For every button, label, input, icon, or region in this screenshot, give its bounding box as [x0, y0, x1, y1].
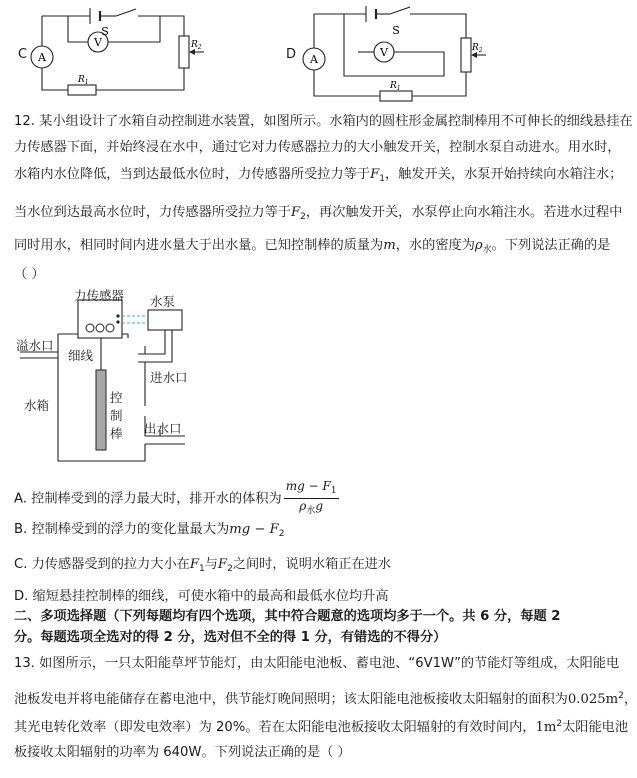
- q12-option-b: [14, 522, 285, 542]
- circuit-d-switch-label: S: [392, 24, 400, 37]
- q13-line-3: [14, 716, 628, 736]
- figure-overflow-label: 溢水口: [16, 338, 54, 353]
- circuit-d-label: D: [286, 47, 297, 62]
- water-pump-box: [148, 310, 182, 330]
- q12-line-3: [14, 167, 622, 187]
- circuit-c-switch-label: S: [101, 25, 109, 38]
- svg-text:R2: [190, 40, 202, 51]
- q12-option-a-num-sub: 1: [330, 486, 337, 496]
- circuit-d-voltmeter-letter: V: [380, 46, 388, 59]
- q12-option-a: [14, 479, 339, 518]
- q12-mass: m: [383, 238, 396, 253]
- svg-text:R1: [77, 75, 89, 86]
- q12-option-a-rho: ρ: [299, 499, 307, 513]
- q12-option-b-math: mg − F: [229, 522, 279, 537]
- q12-f2-sub: 2: [300, 212, 306, 222]
- q12-answer-bracket: （ ）: [14, 267, 45, 282]
- q12-line-4: [14, 205, 622, 225]
- q12-option-c: [14, 557, 391, 577]
- q12-option-c-f2: F: [217, 557, 228, 572]
- q12-option-a-text: A. 控制棒受到的浮力最大时，排开水的体积为: [14, 491, 282, 507]
- q12-option-c-b: 之间时，说明水箱正在进水: [232, 557, 392, 572]
- q13-line-3-a: 其光电转化效率（即发电效率）为 20%。若在太阳能电池板接收太阳辐射的有效时间内，: [14, 720, 536, 735]
- q13-unit-area-sup: 2: [556, 719, 563, 729]
- q12-line-5-b: ，水的密度为: [395, 238, 475, 253]
- q13-area-sup: 2: [618, 691, 624, 701]
- circuit-c-voltmeter-letter: V: [94, 36, 102, 49]
- q12-rho: ρ: [474, 238, 483, 253]
- q12-rho-sub: 水: [482, 245, 492, 255]
- q13-area-value: 0.025m: [567, 692, 619, 707]
- q13-line-2-a: 池板发电并将电能储存在蓄电池中，供节能灯晚间照明；该太阳能电池板接收太阳辐射的面积为: [14, 692, 568, 707]
- q13-line-2-b: ，: [623, 692, 637, 707]
- q13-line-4: 板接收太阳辐射的功率为 640W。下列说法正确的是（ ）: [14, 745, 351, 760]
- circuit-c-r2-sub: 2: [197, 44, 202, 51]
- q12-line-5-c: 。下列说法正确的是: [491, 238, 611, 253]
- q12-line-4-b: ，再次触发开关，水泵停止向水箱注水。若进水过程中: [305, 205, 623, 220]
- circuit-c-ammeter-letter: A: [38, 51, 46, 64]
- circuit-d-r2-sub: 2: [478, 47, 483, 54]
- q12-option-c-f1: F: [189, 557, 199, 572]
- circuit-c-label: C: [18, 47, 28, 62]
- circuit-c-diagram: [28, 6, 218, 98]
- q12-line-5-a: 同时用水，相同时间内进水量大于出水量。已知控制棒的质量为: [14, 238, 384, 253]
- figure-tank-label: 水箱: [24, 398, 50, 413]
- circuit-d-ammeter-letter: A: [310, 53, 318, 66]
- figure-rod-label-2: 制: [110, 408, 123, 423]
- q12-line-1: 12. 某小组设计了水箱自动控制进水装置，如图所示。水箱内的圆柱形金属控制棒用不可伸长的细线悬挂在: [14, 114, 633, 129]
- figure-pump-label: 水泵: [150, 294, 176, 309]
- circuit-c-r2-label: R: [191, 40, 198, 50]
- q12-line-4-a: 当水位到达最高水位时，力传感器所受拉力等于: [14, 205, 291, 220]
- circuit-d-r2-label: R: [472, 43, 479, 53]
- q12-f1-sub: 1: [379, 174, 385, 184]
- q12-line-2: 力传感器下面，并始终浸在水中，通过它对力传感器拉力的大小触发开关，控制水泵自动进水。用水时，: [14, 140, 621, 155]
- q12-line-3-a: 水箱内水位降低，当到达最低水位时，力传感器所受拉力等于: [14, 167, 371, 182]
- q13-unit-area: 1m: [535, 720, 557, 735]
- circuit-d-diagram: [300, 4, 500, 104]
- figure-rod-label-1: 控: [110, 390, 123, 405]
- section2-line-2: 分。每题选项全选对的得 2 分，选对但不全的得 1 分，有错选的不得分）: [14, 630, 447, 645]
- q12-f1: F: [370, 167, 380, 182]
- q12-option-a-fraction: [284, 479, 339, 518]
- q13-line-1: 13. 如图所示，一只太阳能草坪节能灯，由太阳能电池板、蓄电池、“6V1W”的节能灯等组成，太阳能电: [14, 656, 620, 671]
- q12-option-c-f1-sub: 1: [199, 564, 205, 574]
- section2-line-1: 二、多项选择题（下列每题均有四个选项，其中符合题意的选项均多于一个。共 6 分，每题 2: [14, 609, 561, 624]
- svg-text:R1: [389, 81, 401, 92]
- q12-option-c-mid: 与: [204, 557, 218, 572]
- q12-option-c-a: C. 力传感器受到的拉力大小在: [14, 557, 190, 572]
- figure-sensor-label: 力传感器: [74, 288, 125, 303]
- figure-rod-label-3: 棒: [110, 426, 123, 441]
- q13-line-2: [14, 688, 637, 708]
- figure-inlet-label: 进水口: [150, 370, 188, 385]
- figure-outlet-label: 出水口: [144, 421, 182, 436]
- q12-option-b-text: B. 控制棒受到的浮力的变化量最大为: [14, 522, 230, 537]
- q12-f2: F: [290, 205, 301, 220]
- circuit-c-r1-label: R: [78, 75, 85, 85]
- q13-line-3-b: 太阳能电池: [562, 720, 629, 735]
- circuit-d-r1-label: R: [390, 81, 397, 91]
- q12-line-5: [14, 238, 610, 258]
- circuit-c-r1-sub: 1: [84, 79, 89, 86]
- figure-string-label: 细线: [68, 348, 94, 363]
- q12-option-b-sub: 2: [278, 529, 285, 539]
- control-rod: [96, 370, 106, 450]
- q12-option-d: D. 缩短悬挂控制棒的细线，可使水箱中的最高和最低水位均升高: [14, 589, 389, 604]
- circuit-d-r1-sub: 1: [396, 85, 401, 92]
- q12-option-a-num: mg − F: [285, 479, 331, 493]
- q12-option-c-f2-sub: 2: [227, 564, 233, 574]
- q12-option-a-g: g: [315, 499, 324, 513]
- q12-line-3-b: ，触发开关，水泵开始持续向水箱注水；: [384, 167, 623, 182]
- svg-text:R2: [471, 43, 483, 54]
- q12-option-a-rho-sub: 水: [306, 506, 316, 516]
